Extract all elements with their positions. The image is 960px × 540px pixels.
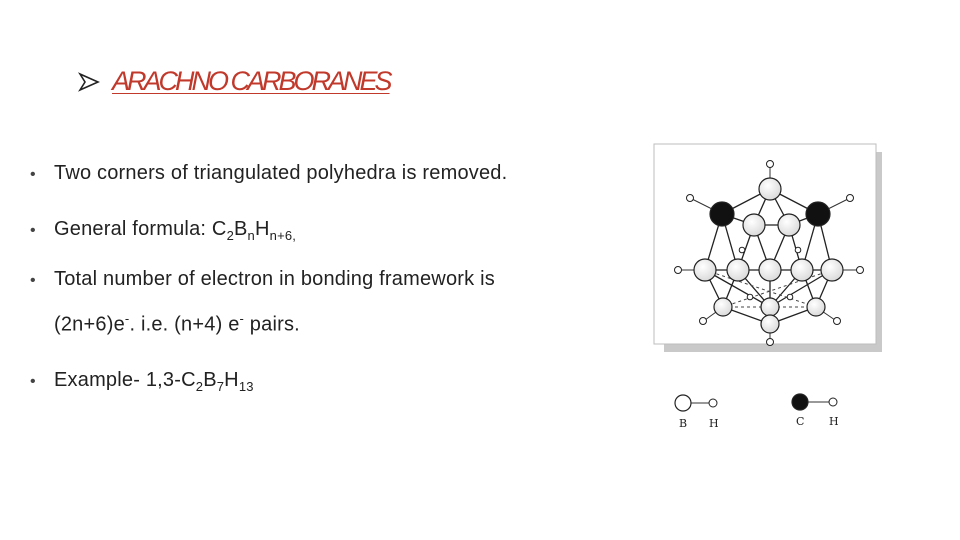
legend-h-label: H xyxy=(709,417,719,430)
boron-hydrogen-legend xyxy=(675,395,719,430)
bullet-4 xyxy=(30,369,254,394)
bullet-3-continuation: (2n+6)e-. i.e. (n+4) e- pairs. xyxy=(54,311,300,336)
bullet-dot: • xyxy=(30,166,36,183)
slide-title: ARACHNO CARBORANES xyxy=(112,66,390,96)
slide-title-row xyxy=(78,66,390,97)
atom-legend xyxy=(665,385,855,435)
arachno-carborane-structure-diagram xyxy=(650,142,886,354)
bullet-2-text: General formula: $C_2B_nH_{n+6,}$ xyxy=(54,218,297,243)
bullet-4-text: Example- $1,3-C_2B_7H_{13}$ xyxy=(54,369,254,394)
bullet-1 xyxy=(30,162,507,185)
legend-b-label: B xyxy=(679,417,688,430)
carbon-hydrogen-legend xyxy=(792,394,839,428)
bullet-dot: • xyxy=(30,272,36,289)
legend-h2-label: H xyxy=(829,415,839,428)
bullet-dot: • xyxy=(30,373,36,390)
bullet-2 xyxy=(30,218,296,243)
bullet-3-text: Total number of electron in bonding framework is xyxy=(54,268,495,290)
bullet-1-text: Two corners of triangulated polyhedra is removed. xyxy=(54,162,508,184)
legend-c-label: C xyxy=(796,415,805,428)
arrow-bullet-icon xyxy=(78,71,100,93)
bullet-3 xyxy=(30,268,495,291)
bullet-dot: • xyxy=(30,222,36,239)
